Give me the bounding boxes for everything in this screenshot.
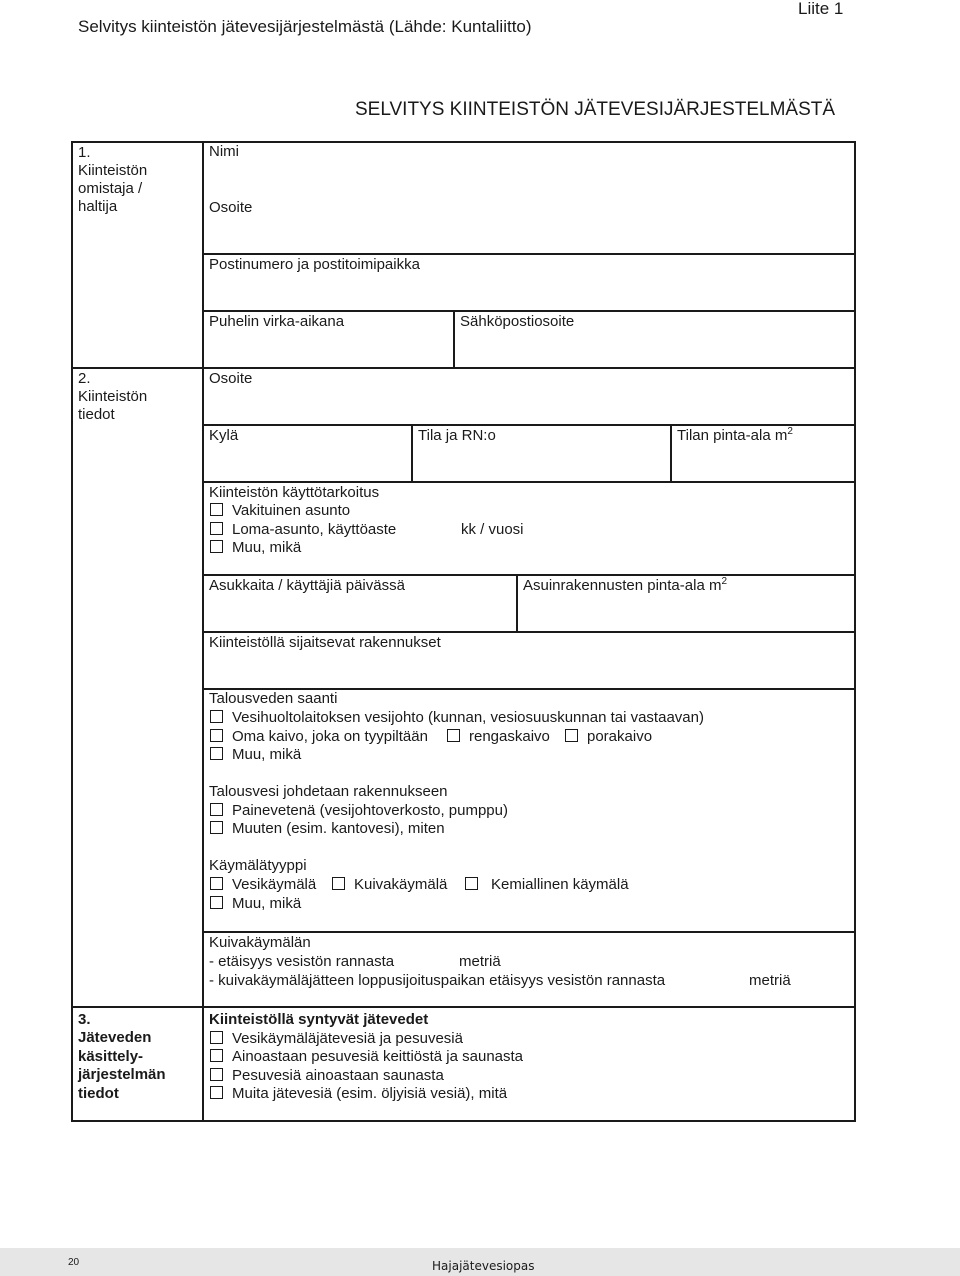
water-own-well-label: Oma kaivo, joka on tyypiltään [232,728,428,745]
usage-permanent-label: Vakituinen asunto [232,502,351,519]
toilet-other-label: Muu, mikä [232,895,302,912]
water-drilled-well-checkbox[interactable] [565,729,578,742]
toilet-water-checkbox[interactable] [210,877,223,890]
section-1-number: 1. [78,144,91,161]
document-title: Selvitys kiinteistön jätevesijärjestelmästä (Lähde: Kuntaliitto) [78,17,532,36]
toilet-chemical-label: Kemiallinen käymälä [491,876,629,893]
dry-toilet-distance-unit[interactable]: metriä [459,953,501,970]
wastewater-sauna-label: Pesuvesiä ainoastaan saunasta [232,1067,444,1084]
toilet-type-title: Käymälätyyppi [209,857,307,874]
wastewater-sauna-checkbox[interactable] [210,1068,223,1081]
building-area-sup: 2 [721,576,728,587]
area-label[interactable] [677,427,793,445]
wastewater-other-checkbox[interactable] [210,1086,223,1099]
owner-phone-label[interactable]: Puhelin virka-aikana [209,313,345,330]
water-ring-well-label: rengaskaivo [469,728,550,745]
owner-name-label[interactable]: Nimi [209,143,239,160]
toilet-chemical-checkbox[interactable] [465,877,478,890]
publication-name: Hajajätevesiopas [432,1259,535,1273]
toilet-water-label: Vesikäymälä [232,876,317,893]
section-1-title-1: Kiinteistön [78,162,148,179]
page-number: 20 [68,1257,80,1268]
usage-other-label: Muu, mikä [232,539,302,556]
wastewater-kitchen-checkbox[interactable] [210,1049,223,1062]
owner-address-label[interactable]: Osoite [209,199,253,216]
usage-holiday-checkbox[interactable] [210,522,223,535]
section-3-title-3: järjestelmän [78,1066,166,1083]
water-drilled-well-label: porakaivo [587,728,653,745]
water-carry-label: Muuten (esim. kantovesi), miten [232,820,445,837]
water-other-checkbox[interactable] [210,747,223,760]
owner-postal-label[interactable]: Postinumero ja postitoimipaikka [209,256,420,273]
area-label-sup: 2 [787,426,793,437]
water-carry-checkbox[interactable] [210,821,223,834]
buildings-label[interactable]: Kiinteistöllä sijaitsevat rakennukset [209,634,441,651]
water-other-label: Muu, mikä [232,746,302,763]
dry-waste-distance-unit[interactable]: metriä [749,972,791,989]
dry-toilet-distance-label: - etäisyys vesistön rannasta [209,953,395,970]
wastewater-other-label: Muita jätevesiä (esim. öljyisiä vesiä), mitä [232,1085,508,1102]
wastewater-kitchen-label: Ainoastaan pesuvesiä keittiöstä ja saunasta [232,1048,524,1065]
water-supply-title: Talousveden saanti [209,690,338,707]
dry-waste-distance-label: - kuivakäymäläjätteen loppusijoituspaikan etäisyys vesistön rannasta [209,972,666,989]
toilet-other-checkbox[interactable] [210,896,223,909]
usage-holiday-label: Loma-asunto, käyttöaste [232,521,397,538]
wastewater-toilet-label: Vesikäymäläjätevesiä ja pesuvesiä [232,1030,463,1047]
section-3-title-1: Jäteveden [78,1029,152,1046]
form-title: SELVITYS KIINTEISTÖN JÄTEVESIJÄRJESTELMÄSTÄ [355,99,836,120]
usage-other-checkbox[interactable] [210,540,223,553]
dry-toilet-title: Kuivakäymälän [209,934,311,951]
section-2-title-2: tiedot [78,406,115,423]
residents-label[interactable]: Asukkaita / käyttäjiä päivässä [209,577,405,594]
wastewater-toilet-checkbox[interactable] [210,1031,223,1044]
usage-permanent-checkbox[interactable] [210,503,223,516]
section-2-number: 2. [78,370,91,387]
toilet-dry-checkbox[interactable] [332,877,345,890]
section-3-number: 3. [78,1011,91,1028]
attachment-label: Liite 1 [798,0,844,18]
usage-holiday-unit: kk / vuosi [461,521,524,538]
property-address-label[interactable]: Osoite [209,370,253,387]
water-pressure-checkbox[interactable] [210,803,223,816]
section-1-title-3: haltija [78,198,118,215]
building-area-label[interactable] [523,577,727,595]
water-pressure-label: Painevetenä (vesijohtoverkosto, pumppu) [232,802,508,819]
wastewater-title: Kiinteistöllä syntyvät jätevedet [209,1011,429,1028]
section-3-title-2: käsittely- [78,1048,144,1065]
water-ring-well-checkbox[interactable] [447,729,460,742]
toilet-dry-label: Kuivakäymälä [354,876,448,893]
water-own-well-checkbox[interactable] [210,729,223,742]
section-3-title-4: tiedot [78,1085,119,1102]
village-label[interactable]: Kylä [209,427,239,444]
section-2-title-1: Kiinteistön [78,388,148,405]
area-label-text: Tilan pinta-ala m [677,427,788,444]
building-area-text: Asuinrakennusten pinta-ala m [523,577,722,594]
section-1-title-2: omistaja / [78,180,143,197]
water-conduct-title: Talousvesi johdetaan rakennukseen [209,783,448,800]
estate-label[interactable]: Tila ja RN:o [418,427,496,444]
water-utility-label: Vesihuoltolaitoksen vesijohto (kunnan, vesiosuuskunnan tai vastaavan) [232,709,704,726]
page-footer [0,1248,960,1276]
owner-email-label[interactable]: Sähköpostiosoite [460,313,575,330]
usage-title: Kiinteistön käyttötarkoitus [209,484,380,501]
water-utility-checkbox[interactable] [210,710,223,723]
